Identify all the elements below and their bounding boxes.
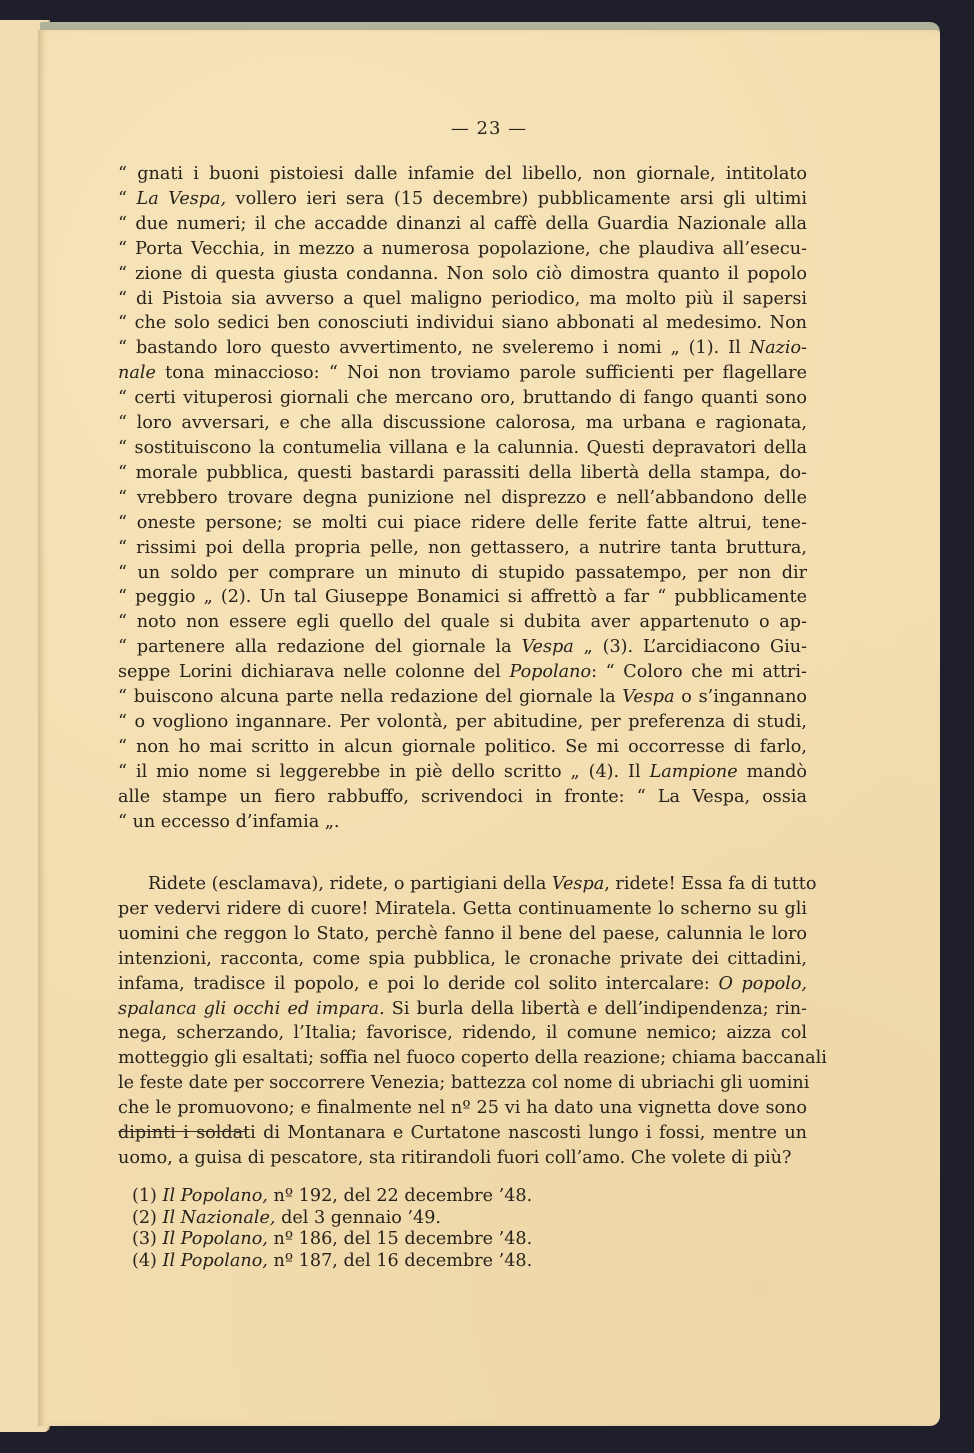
text-line xyxy=(118,561,807,586)
text-run: “ rissimi poi della propria pelle, non gettassero, a nutrire tanta bruttura, xyxy=(118,537,807,558)
text-run: , ridete! Essa fa di tutto xyxy=(604,874,817,894)
text-run: “ bastando loro questo avvertimento, ne sveleremo i nomi „ (1). Il xyxy=(118,338,750,359)
text-line xyxy=(118,212,807,237)
footnote xyxy=(132,1186,532,1208)
text-run: “ Porta Vecchia, in mezzo a numerosa popolazione, che plaudiva all’esecu- xyxy=(118,238,807,259)
text-run: alle stampe un fiero rabbuffo, scrivendoci in fronte: “ La Vespa, ossia xyxy=(118,786,807,807)
text-run: mandò xyxy=(737,761,807,782)
italic-title: Vespa xyxy=(622,687,675,708)
text-run: “ un eccesso d’infamia „. xyxy=(118,811,340,832)
text-run: le feste date per soccorrere Venezia; battezza col nome di ubriachi gli uomini xyxy=(118,1073,810,1094)
italic-title: Nazio- xyxy=(749,338,807,359)
page-number: — 23 — xyxy=(450,118,528,139)
text-run: “ non ho mai scritto in alcun giornale politico. Se mi occorresse di farlo, xyxy=(118,736,807,757)
text-line xyxy=(118,660,807,685)
text-run: “ peggio „ (2). Un tal Giuseppe Bonamici si affrettò a far “ pubblicamente xyxy=(118,587,807,608)
text-run: o s’ingannano xyxy=(674,687,808,708)
italic-title: nale xyxy=(118,363,156,384)
italic-title: La Vespa, xyxy=(136,188,227,209)
text-run: “ oneste persone; se molti cui piace ridere delle ferite fatte altrui, tene- xyxy=(118,512,807,533)
text-run: “ partenere alla redazione del giornale la xyxy=(118,637,522,658)
text-line xyxy=(118,760,807,785)
text-run: dipinti i soldati di Montanara e Curtatone nascosti lungo i fossi, mentre un xyxy=(118,1123,807,1144)
text-line xyxy=(118,436,807,461)
italic-title: Il Popolano, xyxy=(162,1186,268,1206)
text-line xyxy=(118,411,807,436)
text-line xyxy=(118,1021,807,1046)
text-line xyxy=(118,1121,807,1146)
text-run: „ (3). L’arcidiacono Giu- xyxy=(573,637,807,658)
text-run: “ di Pistoia sia avverso a quel maligno periodico, ma molto più il sapersi xyxy=(118,288,807,309)
text-line xyxy=(118,1146,807,1171)
text-run: (3) xyxy=(132,1229,163,1250)
italic-title: Vespa xyxy=(521,637,574,658)
text-run: “ sostituiscono la contumelia villana e la calunnia. Questi depravatori della xyxy=(118,437,807,458)
text-line xyxy=(118,187,807,212)
text-run: nega, scherzando, l’Italia; favorisce, ridendo, il comune nemico; aizza col xyxy=(118,1023,807,1044)
text-run: (2) xyxy=(132,1207,163,1228)
text-line xyxy=(118,947,807,972)
footnote xyxy=(132,1251,532,1273)
text-run: “ zione di questa giusta condanna. Non solo ciò dimostra quanto il popolo xyxy=(118,263,807,284)
text-run: “ o vogliono ingannare. Per volontà, per abitudine, per preferenza di studi, xyxy=(118,711,807,732)
text-line xyxy=(118,287,807,312)
text-run: nº 186, del 15 decembre ’48. xyxy=(267,1229,533,1250)
italic-title: Lampione xyxy=(649,761,738,782)
text-run: infama, tradisce il popolo, e poi lo deride col solito intercalare: xyxy=(118,973,719,994)
italic-title: Popolano xyxy=(509,662,592,683)
paragraph-ridete xyxy=(118,872,827,1171)
text-line xyxy=(118,162,807,187)
paragraph-quotation xyxy=(118,162,807,834)
text-run: “ buiscono alcuna parte nella redazione del giornale la xyxy=(118,687,623,708)
text-line xyxy=(118,922,807,947)
text-line xyxy=(118,336,807,361)
text-line xyxy=(118,1071,810,1096)
text-line xyxy=(118,361,807,386)
book-page xyxy=(38,30,940,1426)
italic-title: Il Popolano, xyxy=(162,1229,268,1250)
text-line xyxy=(118,972,807,997)
text-run: Ridete (esclamava), ridete, o partigiani della xyxy=(148,874,552,894)
text-run: “ vrebbero trovare degna punizione nel disprezzo e nell’abbandono delle xyxy=(118,487,807,508)
text-run: “ noto non essere egli quello del quale si dubita aver appartenuto o ap- xyxy=(118,612,807,633)
text-line xyxy=(118,997,807,1022)
text-line xyxy=(118,262,807,287)
italic-title: spalanca gli occhi ed impara. xyxy=(118,998,385,1019)
text-run: motteggio gli esaltati; soffia nel fuoco coperto della reazione; chiama baccanali xyxy=(118,1048,827,1069)
text-line xyxy=(118,536,807,561)
footnote xyxy=(132,1208,532,1230)
text-line xyxy=(118,685,807,710)
text-line xyxy=(118,710,807,735)
text-line xyxy=(118,785,807,810)
text-run: “ il mio nome si leggerebbe in piè dello scritto „ (4). Il xyxy=(118,761,650,782)
text-run: (4) xyxy=(132,1250,163,1271)
text-run: “ gnati i buoni pistoiesi dalle infamie del libello, non giornale, intitolato xyxy=(118,164,807,184)
italic-title: Il Nazionale, xyxy=(162,1207,276,1228)
text-run: (1) xyxy=(132,1186,163,1206)
text-run: “ un soldo per comprare un minuto di stupido passatempo, per non dir xyxy=(118,562,807,583)
text-run: “ loro avversari, e che alla discussione calorosa, ma urbana e ragionata, xyxy=(118,413,807,434)
text-line xyxy=(118,610,807,635)
text-run: intenzioni, racconta, come spia pubblica, le cronache private dei cittadini, xyxy=(118,948,807,969)
text-line xyxy=(118,635,807,660)
footnotes xyxy=(132,1186,532,1272)
text-run: “ certi vituperosi giornali che mercano oro, bruttando di fango quanti sono xyxy=(118,388,807,409)
footnote xyxy=(132,1229,532,1251)
italic-title: Vespa xyxy=(551,874,605,894)
text-line xyxy=(118,1096,807,1121)
text-run: nº 192, del 22 decembre ’48. xyxy=(267,1186,533,1206)
text-line xyxy=(118,735,807,760)
text-line xyxy=(118,897,807,922)
text-run: “ morale pubblica, questi bastardi parassiti della libertà della stampa, do- xyxy=(118,462,807,483)
text-run: Si burla della libertà e dell’indipendenza; rin- xyxy=(384,998,807,1019)
text-run: vollero ieri sera (15 decembre) pubblicamente arsi gli ultimi xyxy=(226,188,808,209)
text-line xyxy=(118,386,807,411)
text-run: seppe Lorini dichiarava nelle colonne del xyxy=(118,662,510,683)
italic-title: O popolo, xyxy=(718,973,807,994)
text-line xyxy=(118,810,807,835)
text-run: uomini che reggon lo Stato, perchè fanno il bene del paese, calunnia le loro xyxy=(118,923,807,944)
text-run: “ xyxy=(118,188,137,209)
text-line xyxy=(118,237,807,262)
text-line xyxy=(118,872,817,897)
text-run: del 3 gennaio ’49. xyxy=(275,1207,441,1228)
text-run: nº 187, del 16 decembre ’48. xyxy=(267,1250,533,1271)
text-run: per vedervi ridere di cuore! Miratela. Getta continuamente lo scherno su gli xyxy=(118,898,807,919)
text-run: “ due numeri; il che accadde dinanzi al caffè della Guardia Nazionale alla xyxy=(118,213,807,234)
text-line xyxy=(118,311,807,336)
text-line xyxy=(118,511,807,536)
italic-title: Il Popolano, xyxy=(162,1250,268,1271)
text-line xyxy=(118,461,807,486)
footnote-separator xyxy=(118,1131,246,1132)
text-run: uomo, a guisa di pescatore, sta ritirandoli fuori coll’amo. Che volete di più? xyxy=(118,1147,792,1168)
text-line xyxy=(118,585,807,610)
text-run: : “ Coloro che mi attri- xyxy=(591,662,807,683)
text-run: “ che solo sedici ben conosciuti individui siano abbonati al medesimo. Non xyxy=(118,313,807,334)
text-run: tona minaccioso: “ Noi non troviamo parole sufficienti per flagellare xyxy=(155,363,807,384)
text-line xyxy=(118,486,807,511)
text-line xyxy=(118,1046,827,1071)
text-run: che le promuovono; e finalmente nel nº 25 vi ha dato una vignetta dove sono xyxy=(118,1098,807,1119)
